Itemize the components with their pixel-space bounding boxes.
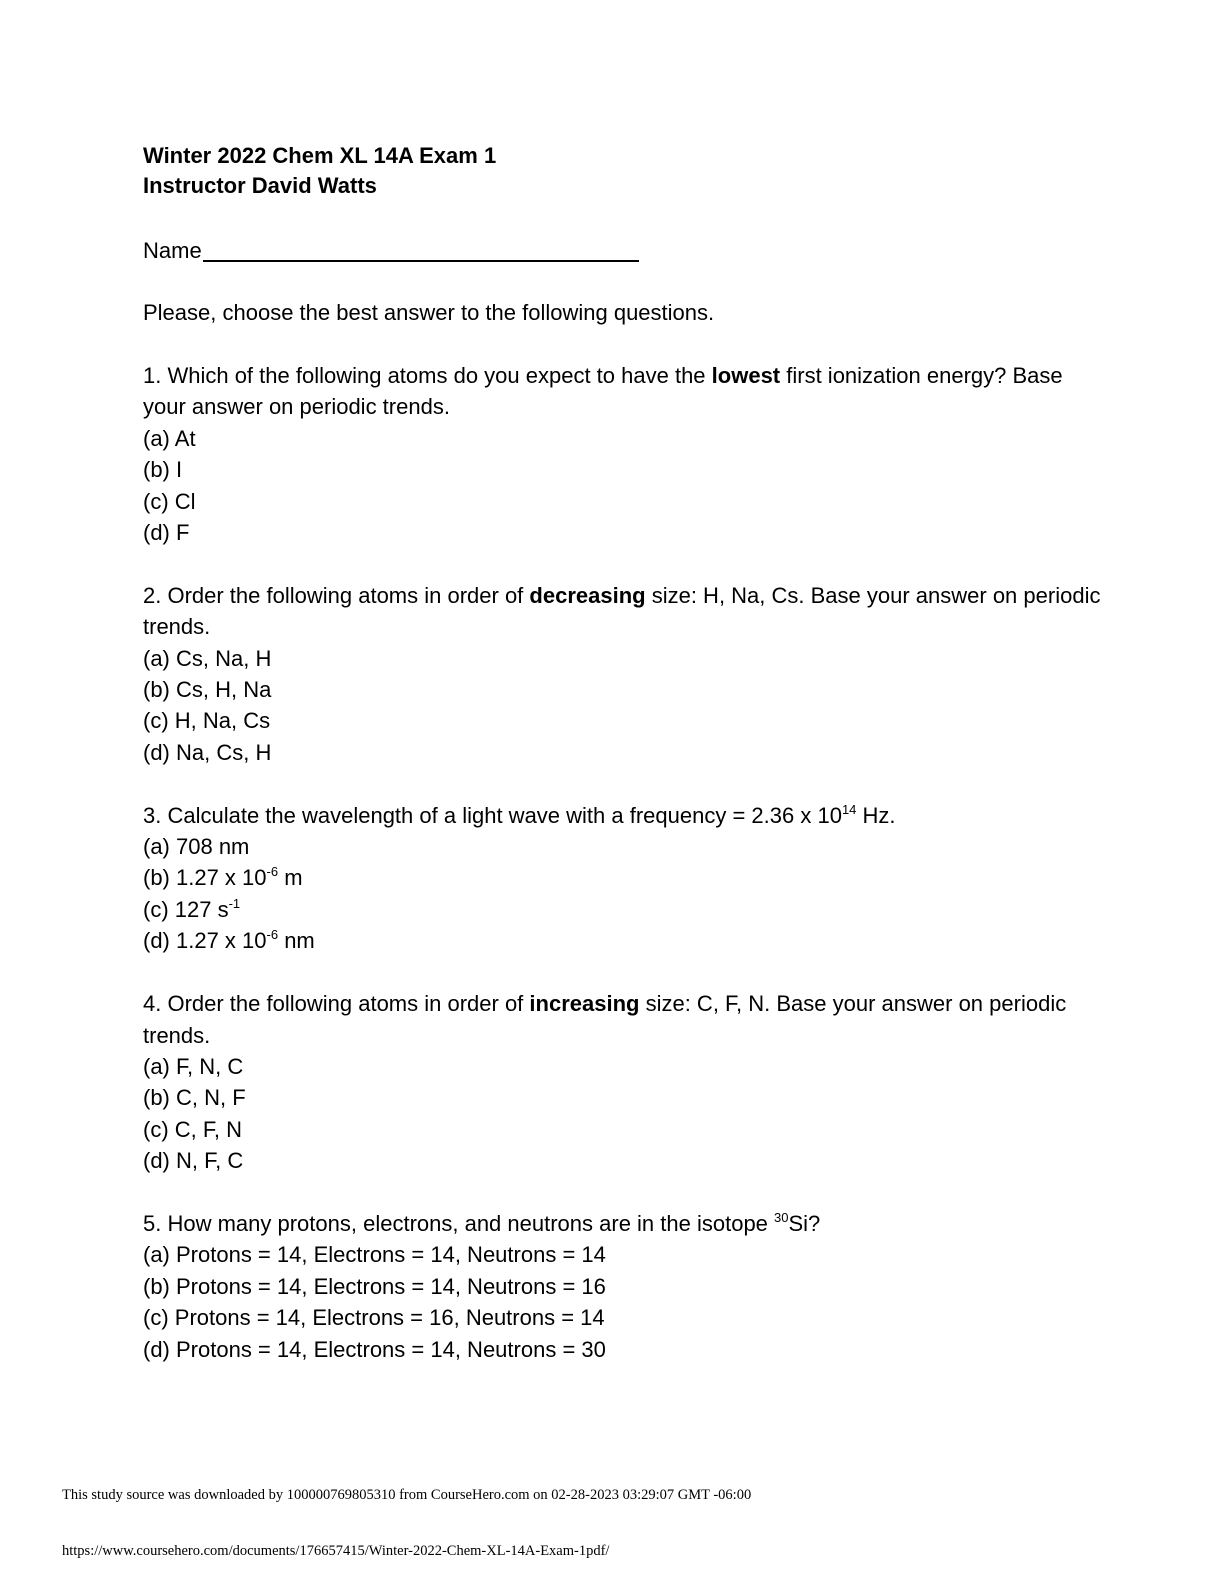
question-5-option-b[interactable]: (b) Protons = 14, Electrons = 14, Neutrons = 16: [143, 1273, 606, 1299]
question-2-option-b[interactable]: (b) Cs, H, Na: [143, 677, 272, 703]
name-label: Name: [143, 237, 202, 263]
question-3-option-a[interactable]: (a) 708 nm: [143, 834, 250, 860]
question-2: [143, 580, 1103, 768]
question-5-option-d[interactable]: (d) Protons = 14, Electrons = 14, Neutrons = 30: [143, 1336, 606, 1362]
title-line-1: Winter 2022 Chem XL 14A Exam 1: [143, 143, 497, 168]
question-4-text: 4. Order the following atoms in order of increasing size: C, F, N. Base your answer on periodic trends.: [143, 991, 1067, 1048]
question-5-text: 5. How many protons, electrons, and neutrons are in the isotope $^{30}$Si?: [143, 1209, 821, 1236]
name-blank-line[interactable]: [203, 238, 639, 262]
question-1-text: 1. Which of the following atoms do you expect to have the lowest first ionization energy? Base your answer on periodic trends.: [143, 363, 1063, 420]
question-4-option-d[interactable]: (d) N, F, C: [143, 1148, 244, 1174]
instructions: Please, choose the best answer to the following questions.: [143, 300, 715, 326]
question-4: [143, 988, 1103, 1176]
exam-title: [143, 140, 1103, 202]
question-3-text: 3. Calculate the wavelength of a light wave with a frequency = 2.36 x $10^{14}$ Hz.: [143, 801, 896, 828]
question-1-option-a[interactable]: (a) At: [143, 425, 196, 451]
question-2-option-a[interactable]: (a) Cs, Na, H: [143, 645, 272, 671]
question-3-option-b[interactable]: (b) 1.27 x $10^{-6}$ m: [143, 864, 303, 891]
question-2-text: 2. Order the following atoms in order of decreasing size: H, Na, Cs. Base your answer on periodic trends.: [143, 582, 1101, 640]
question-5: [143, 1208, 1103, 1365]
name-row: [143, 235, 1103, 266]
question-1: [143, 360, 1103, 548]
question-3-option-c[interactable]: (c) 127 $s^{-1}$: [143, 895, 241, 922]
question-4-option-c[interactable]: (c) C, F, N: [143, 1116, 242, 1142]
question-4-option-b[interactable]: (b) C, N, F: [143, 1085, 246, 1111]
question-4-option-a[interactable]: (a) F, N, C: [143, 1053, 244, 1079]
question-2-option-c[interactable]: (c) H, Na, Cs: [143, 708, 271, 734]
title-line-2: Instructor David Watts: [143, 173, 377, 199]
question-1-option-c[interactable]: (c) Cl: [143, 488, 196, 514]
question-1-option-b[interactable]: (b) I: [143, 457, 183, 483]
source-url[interactable]: https://www.coursehero.com/documents/176657415/Winter-2022-Chem-XL-14A-Exam-1pdf/: [62, 1543, 610, 1559]
question-3: [143, 800, 1103, 957]
question-2-option-d[interactable]: (d) Na, Cs, H: [143, 739, 272, 765]
download-notice: This study source was downloaded by 100000769805310 from CourseHero.com on 02-28-2023 03:29:07 GMT -06:00: [62, 1487, 752, 1503]
question-5-option-a[interactable]: (a) Protons = 14, Electrons = 14, Neutrons = 14: [143, 1242, 606, 1268]
question-3-option-d[interactable]: (d) 1.27 x $10^{-6}$ nm: [143, 927, 315, 954]
question-5-option-c[interactable]: (c) Protons = 14, Electrons = 16, Neutrons = 14: [143, 1305, 605, 1331]
exam-page: [143, 140, 1103, 1365]
question-1-option-d[interactable]: (d) F: [143, 520, 190, 546]
